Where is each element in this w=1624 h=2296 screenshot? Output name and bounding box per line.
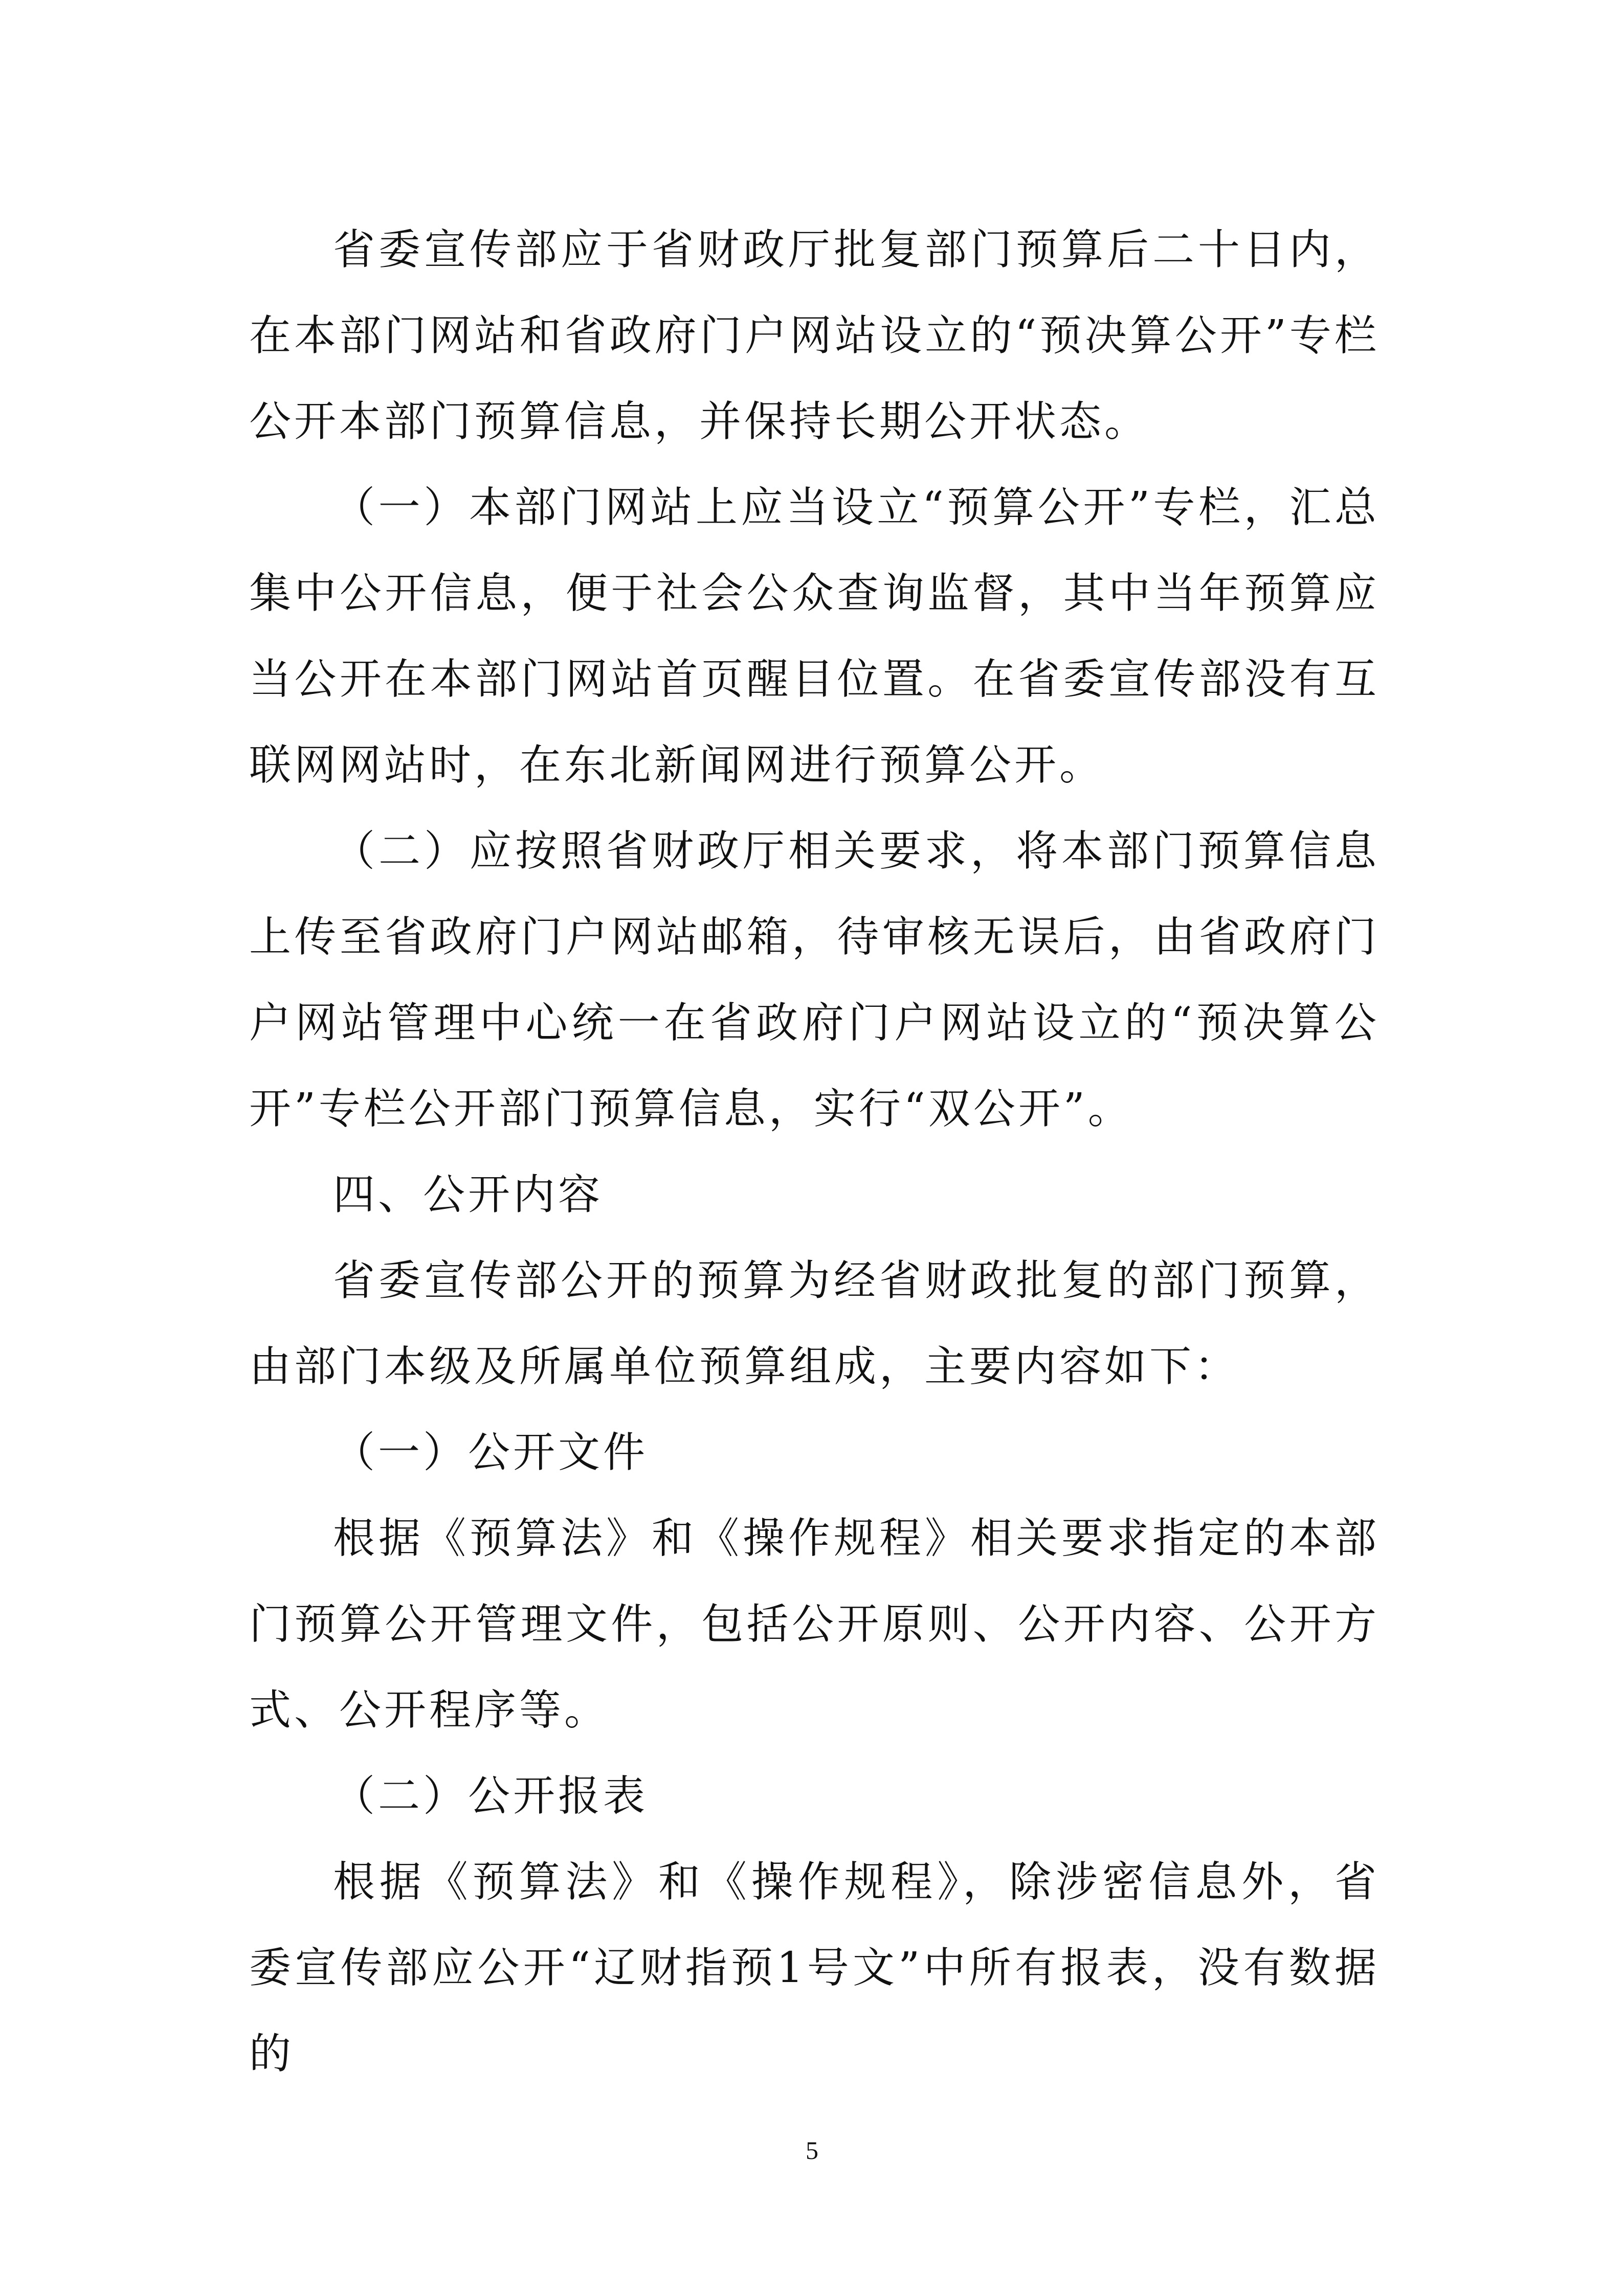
paragraph-government-portal: （二）应按照省财政厅相关要求，将本部门预算信息上传至省政府门户网站邮箱，待审核无误后，由省政府门户网站管理中心统一在省政府门户网站设立的“预决算公开”专栏公开部门预算信息，实行“双公开”。 xyxy=(249,827,1380,1133)
paragraph-content-intro: 省委宣传部公开的预算为经省财政批复的部门预算，由部门本级及所属单位预算组成，主要内容如下： xyxy=(249,1256,1380,1391)
page-number: 5 xyxy=(806,2136,818,2165)
paragraph-documents: 根据《预算法》和《操作规程》相关要求指定的本部门预算公开管理文件，包括公开原则、公开内容、公开方式、公开程序等。 xyxy=(249,1514,1380,1735)
subheading-documents: （一）公开文件 xyxy=(333,1428,649,1477)
subheading-reports: （二）公开报表 xyxy=(333,1772,649,1820)
paragraph-department-website: （一）本部门网站上应当设立“预算公开”专栏，汇总集中公开信息，便于社会公众查询监督，其中当年预算应当公开在本部门网站首页醒目位置。在省委宣传部没有互联网网站时，在东北新闻网进行预算公开。 xyxy=(249,483,1380,790)
document-body xyxy=(249,207,1380,2097)
paragraph-reports: 根据《预算法》和《操作规程》，除涉密信息外，省委宣传部应公开“辽财指预1号文”中所有报表，没有数据的 xyxy=(249,1858,1380,2078)
section-heading-content: 四、公开内容 xyxy=(333,1170,604,1219)
paragraph-publication-deadline: 省委宣传部应于省财政厅批复部门预算后二十日内，在本部门网站和省政府门户网站设立的“预决算公开”专栏公开本部门预算信息，并保持长期公开状态。 xyxy=(249,226,1380,446)
